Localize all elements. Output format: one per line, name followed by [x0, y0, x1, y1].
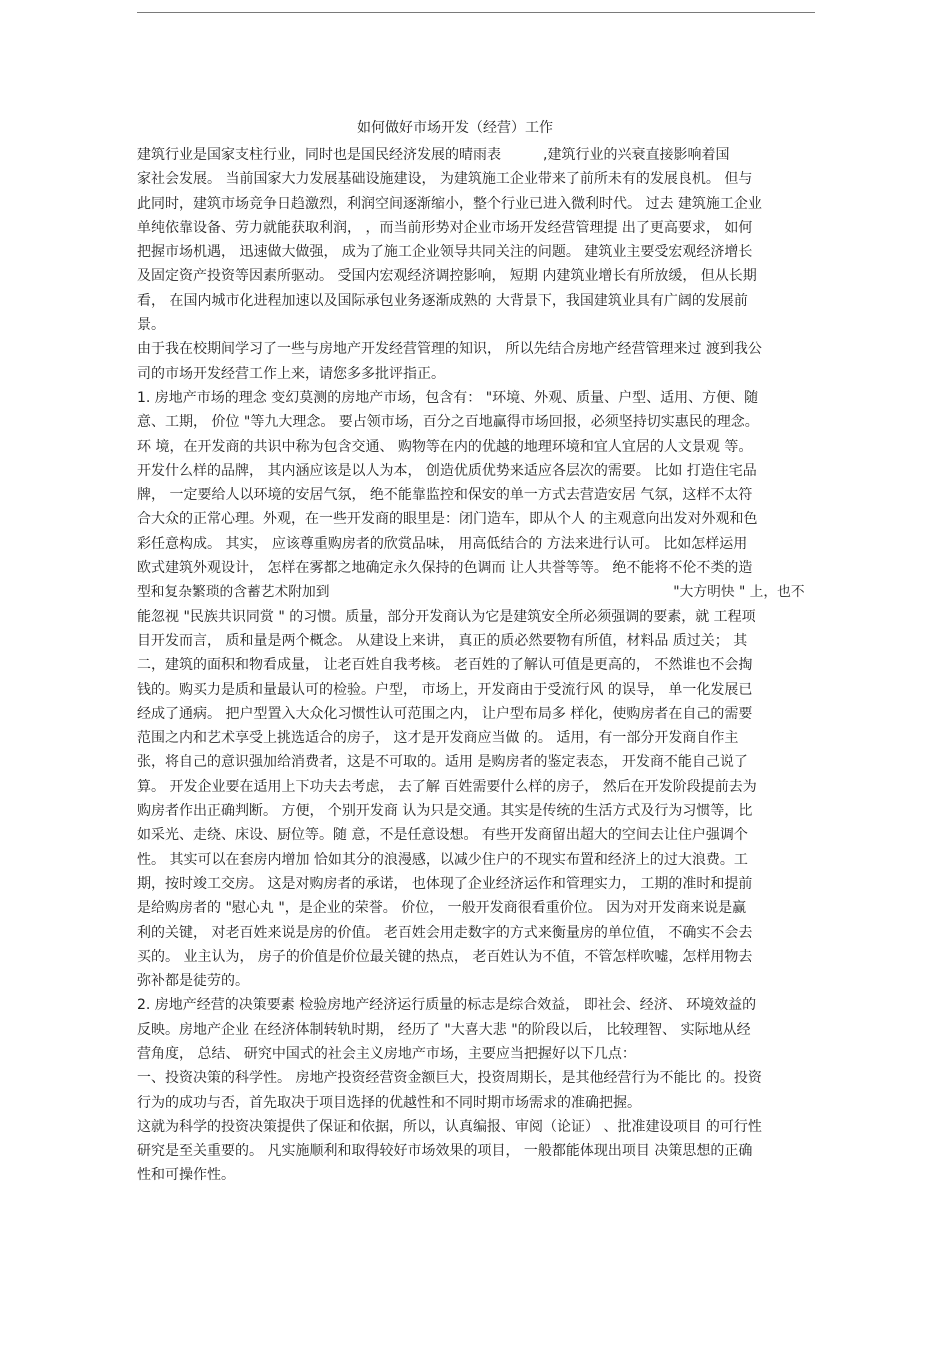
text-line: 弥补都是徒劳的。 — [137, 973, 249, 990]
text-line: 经成了通病。 把户型置入大众化习惯性认可范围之内， 让户型布局多 样化，使购房者在自己的需要 — [137, 705, 753, 722]
text-line: 这就为科学的投资决策提供了保证和依据，所以，认真编报、审阅（论证） 、批准建设项目 的可行性 — [137, 1118, 762, 1135]
text-line: 营角度， 总结、 研究中国式的社会主义房地产市场，主要应当把握好以下几点： — [137, 1045, 636, 1062]
text-line: 2. 房地产经营的决策要素 检验房地产经济运行质量的标志是综合效益， 即社会、经济、 环境效益的 — [137, 997, 757, 1014]
text-line: 研究是至关重要的。 凡实施顺利和取得较好市场效果的项目， 一般都能体现出项目 决策思想的正确 — [137, 1143, 753, 1160]
document-body — [137, 143, 815, 1188]
text-line: 如采光、走绕、床设、厨位等。随 意，不是任意设想。 有些开发商留出超大的空间去让住户强调个 — [137, 827, 748, 844]
text-line: 景。 — [137, 317, 165, 334]
text-line: 欧式建筑外观设计， 怎样在雾都之地确定永久保持的色调而 让人共誉等等。 绝不能将不伦不类的造 — [137, 560, 753, 577]
text-line: 反映。房地产企业 在经济体制转轨时期， 经历了 "大喜大悲 "的阶段以后， 比较理智、 实际地从经 — [137, 1021, 751, 1038]
text-line: 范围之内和艺术享受上挑选适合的房子， 这才是开发商应当做 的。 适用，有一部分开发商自作主 — [137, 730, 739, 747]
text-line: 意、工期， 价位 "等九大理念。 要占领市场，百分之百地赢得市场回报，必须坚持切实惠民的理念。 — [137, 414, 759, 431]
text-line: 算。 开发企业要在适用上下功夫去考虑， 去了解 百姓需要什么样的房子， 然后在开发阶段提前去为 — [137, 778, 757, 795]
text-line: 彩任意构成。 其实， 应该尊重购房者的欣赏品味， 用高低结合的 方法来进行认可。 比如怎样运用 — [137, 535, 748, 552]
text-line: 能忽视 "民族共识同赏 " 的习惯。质量，部分开发商认为它是建筑安全所必须强调的要素，就 工程项 — [137, 608, 756, 625]
text-line: 型和复杂繁琐的含蓄艺术附加到 "大方明快 " 上，也不 — [137, 584, 805, 601]
text-line: 看， 在国内城市化进程加速以及国际承包业务逐渐成熟的 大背景下，我国建筑业具有广阔的发展前 — [137, 292, 748, 309]
text-line: 买的。 业主认为， 房子的价值是价位最关键的热点， 老百姓认为不值，不管怎样吹嘘，怎样用物去 — [137, 948, 753, 965]
text-line: 合大众的正常心理。外观，在一些开发商的眼里是：闭门造车，即从个人 的主观意向出发对外观和色 — [137, 511, 758, 528]
text-line: 利的关键， 对老百姓来说是房的价值。 老百姓会用走数字的方式来衡量房的单位值， 不确实不会去 — [137, 924, 753, 941]
text-line: 家社会发展。 当前国家大力发展基础设施建设， 为建筑施工企业带来了前所未有的发展良机。 但与 — [137, 171, 753, 188]
text-line: 建筑行业是国家支柱行业，同时也是国民经济发展的晴雨表 ,建筑行业的兴衰直接影响着国 — [137, 147, 730, 163]
text-line: 期，按时竣工交房。 这是对购房者的承诺， 也体现了企业经济运作和管理实力， 工期的准时和提前 — [137, 875, 753, 892]
text-line: 及固定资产投资等因素所驱动。 受国内宏观经济调控影响， 短期 内建筑业增长有所放缓， 但从长期 — [137, 268, 757, 285]
text-line: 性和可操作性。 — [137, 1167, 235, 1184]
text-line: 单纯依靠设备、劳力就能获取利润， ，而当前形势对企业市场开发经营管理提 出了更高要求， 如何 — [137, 219, 753, 236]
text-line: 性。 其实可以在套房内增加 恰如其分的浪漫感，以减少住户的不现实布置和经济上的过大浪费。工 — [137, 851, 748, 868]
document-title: 如何做好市场开发（经营）工作 — [357, 120, 553, 136]
text-line: 此同时，建筑市场竞争日趋激烈，利润空间逐渐缩小，整个行业已进入微利时代。 过去 建筑施工企业 — [137, 195, 762, 212]
text-line: 司的市场开发经营工作上来，请您多多批评指正。 — [137, 365, 445, 382]
text-line: 目开发而言， 质和量是两个概念。 从建设上来讲， 真正的质必然要物有所值，材料品 质过关； 其 — [137, 632, 748, 649]
text-line: 二，建筑的面积和物看成量， 让老百姓自我考核。 老百姓的了解认可值是更高的， 不然谁也不会掏 — [137, 657, 753, 674]
text-line: 1. 房地产市场的理念 变幻莫测的房地产市场，包含有： "环境、外观、质量、户型、适用、方便、随 — [137, 389, 759, 406]
text-line: 张，将自己的意识强加给消费者，这是不可取的。适用 是购房者的鉴定表态， 开发商不能自己说了 — [137, 754, 748, 771]
text-line: 环 境，在开发商的共识中称为包含交通、 购物等在内的优越的地理环境和宜人宜居的人文景观 等。 — [137, 438, 753, 455]
text-line: 开发什么样的品牌， 其内涵应该是以人为本， 创造优质优势来适应各层次的需要。 比如 打造住宅品 — [137, 462, 757, 479]
text-line: 把握市场机遇， 迅速做大做强， 成为了施工企业领导共同关注的问题。 建筑业主要受宏观经济增长 — [137, 244, 753, 261]
text-line: 是给购房者的 "慰心丸 "，是企业的荣誉。 价位， 一般开发商很看重价位。 因为对开发商来说是赢 — [137, 900, 747, 917]
text-line: 行为的成功与否，首先取决于项目选择的优越性和不同时期市场需求的准确把握。 — [137, 1094, 641, 1111]
text-line: 一、投资决策的科学性。 房地产投资经营资金额巨大，投资周期长，是其他经营行为不能比 的。投资 — [137, 1070, 762, 1087]
text-line: 牌， 一定要给人以环境的安居气氛， 绝不能靠监控和保安的单一方式去营造安居 气氛，这样不太符 — [137, 487, 753, 504]
text-line: 购房者作出正确判断。 方便， 个别开发商 认为只是交通。其实是传统的生活方式及行为习惯等，比 — [137, 803, 753, 820]
header-rule — [137, 12, 815, 13]
text-line: 钱的。购买力是质和量最认可的检验。户型， 市场上，开发商由于受流行风 的误导， 单一化发展已 — [137, 681, 753, 698]
text-line: 由于我在校期间学习了一些与房地产开发经营管理的知识， 所以先结合房地产经营管理来过 渡到我公 — [137, 341, 762, 358]
